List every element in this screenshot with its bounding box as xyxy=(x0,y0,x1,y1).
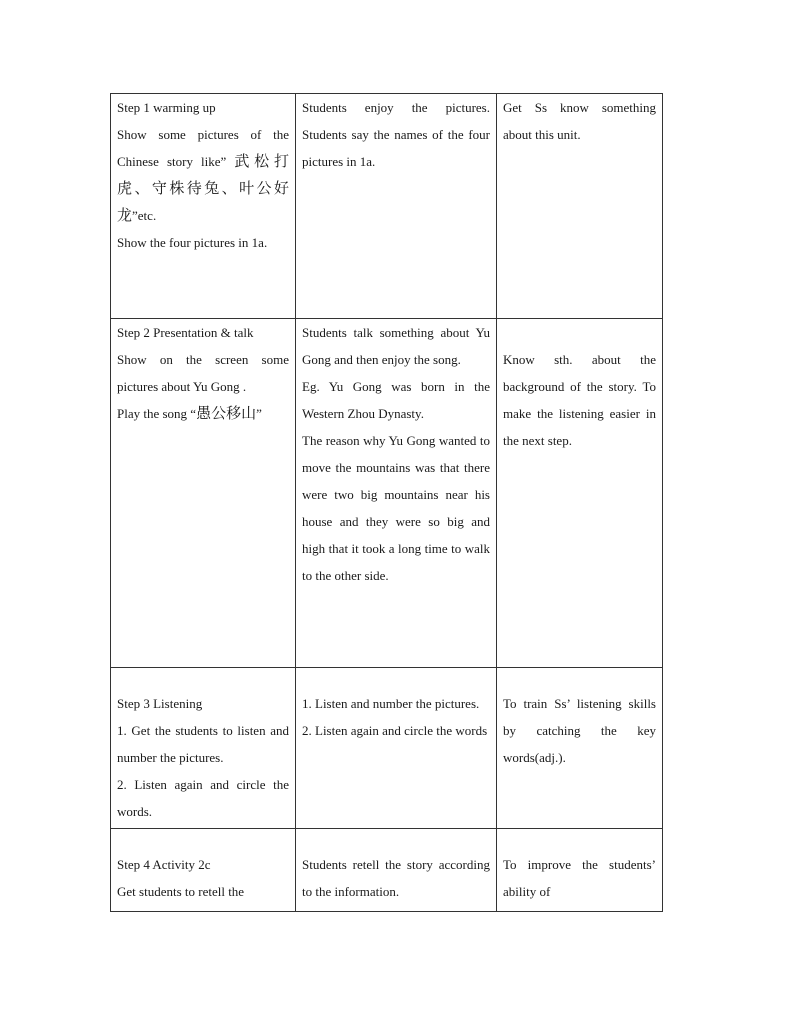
student-activity-cell xyxy=(296,668,497,829)
procedure-cell xyxy=(111,668,296,829)
table-row-step-1 xyxy=(111,94,663,319)
step-2-student-text: Students talk something about Yu Gong and then enjoy the song. xyxy=(302,325,490,367)
step-3-student-text: 1. Listen and number the pictures. xyxy=(302,696,480,711)
step-1-title: Step 1 warming up xyxy=(117,100,216,115)
purpose-cell xyxy=(497,94,663,319)
step-3-student-text-2: 2. Listen again and circle the words xyxy=(302,723,488,738)
student-activity-cell xyxy=(296,829,497,912)
purpose-cell xyxy=(497,319,663,668)
song-title: 愚公移山 xyxy=(196,404,257,422)
chinese-story-names: 武松打虎、守株待兔、叶公好龙 xyxy=(117,152,289,224)
step-1-text: Show some pictures of the Chinese story like” 武松打虎、守株待兔、叶公好龙”etc. xyxy=(117,127,289,224)
step-4-title: Step 4 Activity 2c xyxy=(117,857,211,872)
purpose-cell xyxy=(497,668,663,829)
step-2-text: Show on the screen some pictures about Yu Gong . xyxy=(117,352,289,394)
procedure-cell xyxy=(111,829,296,912)
step-2-student-example: Eg. Yu Gong was born in the Western Zhou Dynasty. xyxy=(302,379,490,421)
step-2-text-2: Play the song “愚公移山” xyxy=(117,404,262,422)
step-3-title: Step 3 Listening xyxy=(117,696,203,711)
step-1-purpose-text: Get Ss know something about this unit. xyxy=(503,100,656,142)
step-3-text-2: 2. Listen again and circle the words. xyxy=(117,777,289,819)
step-2-student-reason: The reason why Yu Gong wanted to move the mountains was that there were two big mountains near his house and they were so big and high that it took a long time to walk to the other side. xyxy=(302,433,490,583)
step-4-text: Get students to retell the xyxy=(117,884,245,899)
purpose-cell xyxy=(497,829,663,912)
step-4-student-text: Students retell the story according to the information. xyxy=(302,857,490,899)
procedure-cell xyxy=(111,319,296,668)
step-4-purpose-text: To improve the students’ ability of xyxy=(503,857,656,899)
table-row-step-4 xyxy=(111,829,663,912)
step-1-student-text: Students enjoy the pictures. Students say the names of the four pictures in 1a. xyxy=(302,100,490,169)
lesson-plan-table xyxy=(110,93,663,912)
step-2-title: Step 2 Presentation & talk xyxy=(117,325,254,340)
step-3-purpose-text: To train Ss’ listening skills by catching the key words(adj.). xyxy=(503,696,656,765)
table-row-step-3 xyxy=(111,668,663,829)
table-row-step-2 xyxy=(111,319,663,668)
step-2-purpose-text: Know sth. about the background of the story. To make the listening easier in the next step. xyxy=(503,352,656,448)
student-activity-cell xyxy=(296,319,497,668)
step-3-text: 1. Get the students to listen and number the pictures. xyxy=(117,723,289,765)
procedure-cell xyxy=(111,94,296,319)
step-1-text-2: Show the four pictures in 1a. xyxy=(117,235,268,250)
student-activity-cell xyxy=(296,94,497,319)
